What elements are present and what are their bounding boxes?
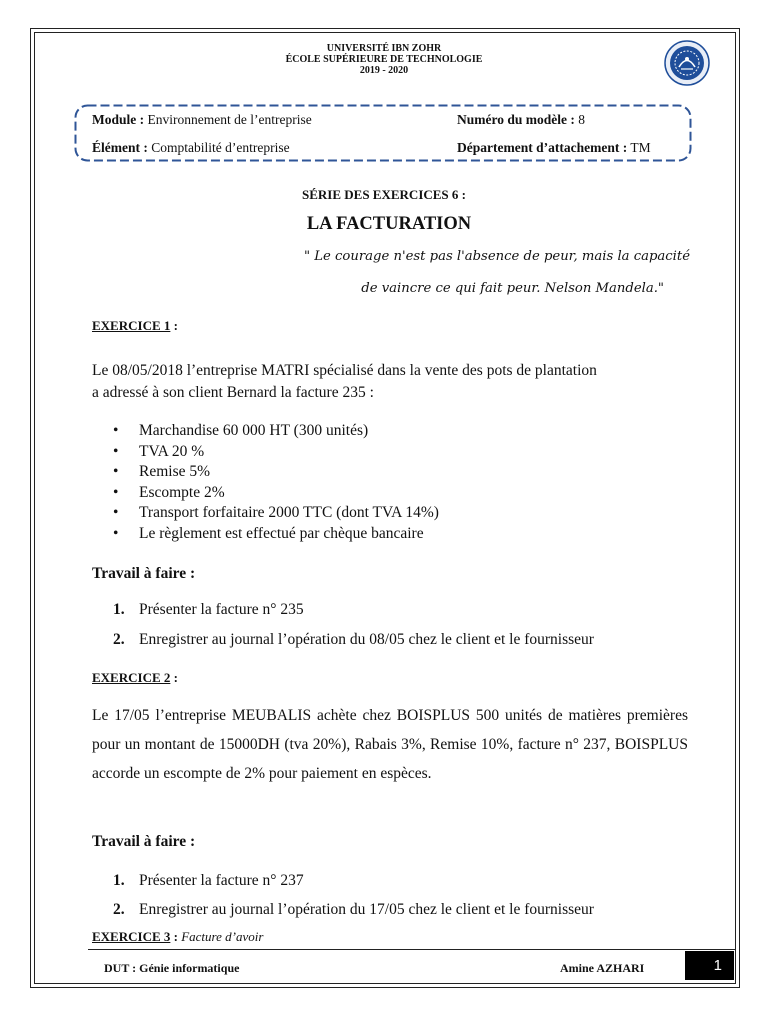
bullet-icon: •	[113, 483, 119, 501]
exercise-1-bullet-list	[113, 421, 439, 544]
academic-year: 2019 - 2020	[359, 65, 409, 76]
exercise-2-colon: :	[170, 670, 178, 685]
exercise-1-task-heading: Travail à faire :	[92, 565, 196, 582]
exercise-1-heading	[92, 318, 178, 334]
exercise-2-heading	[92, 670, 178, 686]
exercise-2-task-2: 2. Enregistrer au journal l’opération du 17/05 chez le client et le fournisseur	[113, 901, 594, 918]
department-row	[457, 140, 651, 156]
module-label: Module :	[92, 112, 145, 127]
footer-divider	[88, 949, 736, 950]
exercise-3-subtitle: Facture d’avoir	[181, 929, 264, 944]
bullet-icon: •	[113, 442, 119, 460]
exercise-1-intro-line-1: Le 08/05/2018 l’entreprise MATRI spécialisé dans la vente des pots de plantation	[92, 362, 597, 379]
footer-program: DUT : Génie informatique	[104, 961, 240, 975]
quote-line-1: " Le courage n'est pas l'absence de peur, mais la capacité	[304, 249, 690, 264]
module-row	[92, 112, 312, 128]
series-heading: SÉRIE DES EXERCICES 6 :	[302, 187, 466, 202]
exercise-1-task-2: 2. Enregistrer au journal l’opération du 08/05 chez le client et le fournisseur	[113, 631, 594, 648]
element-label: Élément :	[92, 140, 148, 155]
model-label: Numéro du modèle :	[457, 112, 575, 127]
list-item: • Le règlement est effectué par chèque bancaire	[113, 524, 439, 545]
exercise-3-heading	[92, 929, 263, 945]
exercise-2-title: EXERCICE 2	[92, 670, 171, 685]
exercise-2-task-1: 1. Présenter la facture n° 237	[113, 872, 304, 889]
module-value: Environnement de l’entreprise	[147, 112, 312, 127]
bullet-icon: •	[113, 463, 119, 480]
exercise-1-colon: :	[170, 318, 178, 333]
exercise-1-title: EXERCICE 1	[92, 318, 171, 333]
element-value: Comptabilité d’entreprise	[151, 140, 290, 155]
model-value: 8	[578, 112, 585, 127]
bullet-icon: •	[113, 524, 119, 542]
school-name: ÉCOLE SUPÉRIEURE DE TECHNOLOGIE	[285, 54, 483, 65]
exercise-2-paragraph: Le 17/05 l’entreprise MEUBALIS achète chez BOISPLUS 500 unités de matières premières pour un montant de 15000DH (tva 20%), Rabais 3%, Remise 10%, facture n° 237, BOISPLUS accorde un escompte de 2% pour paiement en espèces.	[92, 707, 688, 782]
university-name: UNIVERSITÉ IBN ZOHR	[326, 43, 442, 54]
list-item: • Marchandise 60 000 HT (300 unités)	[113, 421, 439, 442]
exercise-2-task-heading: Travail à faire :	[92, 833, 196, 850]
list-item: • Transport forfaitaire 2000 TTC (dont TVA 14%)	[113, 503, 439, 524]
department-label: Département d’attachement :	[457, 140, 628, 155]
bullet-icon: •	[113, 504, 119, 521]
module-info-box	[74, 104, 692, 162]
list-item: • Escompte 2%	[113, 483, 439, 504]
model-row	[457, 112, 585, 128]
university-seal-icon	[664, 40, 710, 86]
department-value: TM	[630, 140, 651, 155]
list-item: • Remise 5%	[113, 462, 439, 483]
element-row	[92, 140, 290, 156]
bullet-icon: •	[113, 422, 119, 439]
page-number: 1	[685, 951, 734, 980]
exercise-3-title: EXERCICE 3	[92, 929, 171, 944]
exercise-3-colon: :	[170, 929, 182, 944]
exercise-1-task-1: 1. Présenter la facture n° 235	[113, 601, 304, 618]
university-header	[0, 43, 768, 76]
quote-line-2: de vaincre ce qui fait peur. Nelson Mandela."	[361, 281, 664, 296]
list-item: • TVA 20 %	[113, 442, 439, 463]
footer-author: Amine AZHARI	[560, 961, 645, 975]
page-title: LA FACTURATION	[306, 214, 472, 234]
exercise-1-intro-line-2: a adressé à son client Bernard la facture 235 :	[92, 384, 374, 401]
